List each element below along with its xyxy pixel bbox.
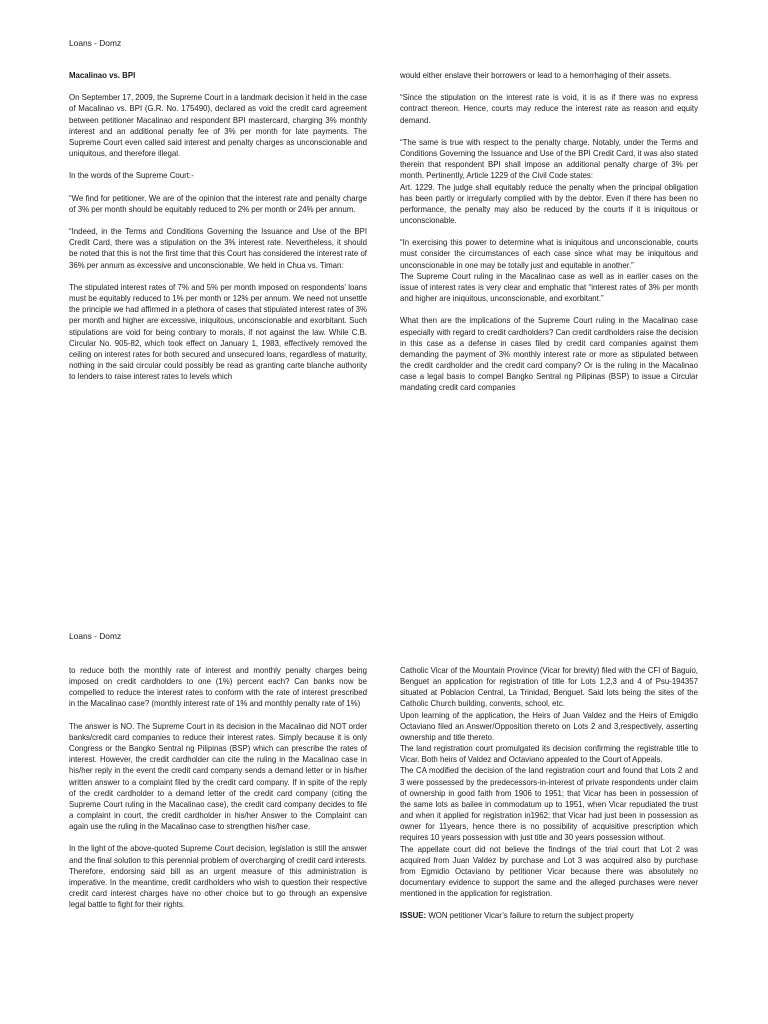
paragraph: The CA modified the decision of the land registration court and found that Lots 2 and 3 were possessed by the predecessors-in-interest of private respondents under claim of ownership in good faith from 1906 to 1951; that Vicar has been in possession of the same lots as bailee in commodatum up to 1951, when Vicar repudiated the trust and when it applied for registration in1962; that Vicar had just been in possession as owner for 11years, hence there is no possibility of acquisitive prescription which requires 10 years possession with just title and 30 years possession without. <box>400 766 698 843</box>
section-title: Macalinao vs. BPI <box>69 71 136 80</box>
document-page-2 <box>0 620 768 1024</box>
page-header: Loans - Domz <box>69 38 122 48</box>
paragraph: “Since the stipulation on the interest rate is void, it is as if there was no express contract thereon. Hence, courts may reduce the interest rate as reason and equity demand. <box>400 93 698 125</box>
paragraph: “The same is true with respect to the penalty charge. Notably, under the Terms and Conditions Governing the Issuance and Use of the BPI Credit Card, it was also stated therein that respondent BPI shall impose an additional penalty charge of 3% per month. Pertinently, Article 1229 of the Civil Code states: <box>400 137 698 181</box>
paragraph: The land registration court promulgated its decision confirming the registrable title to Vicar. Both heirs of Valdez and Octaviano appealed to the Court of Appeals. <box>400 744 698 765</box>
issue-paragraph <box>400 910 698 921</box>
right-column <box>400 665 698 933</box>
paragraph: Upon learning of the application, the Heirs of Juan Valdez and the Heirs of Emigdio Octaviano filed an Answer/Opposition thereto on Lots 2 and 3,respectively, asserting ownership and title thereto. <box>400 710 698 742</box>
paragraph: The answer is NO. The Supreme Court in its decision in the Macalinao did NOT order banks/credit card companies to reduce their interest rates. Simply because it is only Congress or the Bangko Sentral ng Pilipinas (BSP) which can prescribe the rates of interest. However, the credit cardholder can cite the ruling in the Macalinao case in his/her reply in the event the credit card company sends a demand letter or in his/her written answer to a complaint filed by the credit card company. If in spite of the reply of the credit cardholder to a demand letter of the credit card company (citing the Supreme Court ruling in the Macalinao case), the credit card company decides to file a complaint in court, the credit cardholder in his/her Answer to the Complaint can again use the ruling in the Macalinao case to strengthen his/her case. <box>69 721 367 832</box>
paragraph: Catholic Vicar of the Mountain Province (Vicar for brevity) filed with the CFI of Baguio, Benguet an application for registration of title for Lots 1,2,3 and 4 of Psu-194357 situated at Poblacion Central, La Trinidad, Benguet. Said lots being the sites of the Catholic Church building, convents, school, etc. <box>400 666 698 709</box>
paragraph: to reduce both the monthly rate of interest and monthly penalty charges being imposed on credit cardholders to one (1%) percent each? Can banks now be compelled to reduce the interest rates to conform with the rate of interest prescribed in the Macalinao case? (monthly interest rate of 1% and monthly penalty rate of 1%) <box>69 666 367 709</box>
paragraph: would either enslave their borrowers or lead to a hemorrhaging of their assets. <box>400 71 672 80</box>
paragraph: The stipulated interest rates of 7% and 5% per month imposed on respondents’ loans must be equitably reduced to 1% per month or 12% per annum. We need not unsettle the principle we had affirmed in a plethora of cases that stipulated interest rates of 3% per month and higher are excessive, iniquitous, unconscionable and exorbitant. Such stipulations are void for being contrary to morals, if not against the law. While C.B. Circular No. 905-82, which took effect on January 1, 1983, effectively removed the ceiling on interest rates for both secured and unsecured loans, regardless of maturity, nothing in the said circular could possibly be read as granting carte blanche authority to lenders to raise interest rates to levels which <box>69 282 367 382</box>
paragraph: What then are the implications of the Supreme Court ruling in the Macalinao case especially with regard to credit cardholders? Can credit cardholders raise the decision in this case as a defense in cases filed by credit card companies against them demanding the payment of 3% monthly interest rate or more as stipulated between the credit cardholder and the credit card company? Or is the ruling in the Macalinao case a legal basis to compel Bangko Sentral ng Pilipinas (BSP) to issue a Circular mandating credit card companies <box>400 316 698 393</box>
paragraph: In the light of the above-quoted Supreme Court decision, legislation is still the answer and the final solution to this perennial problem of overcharging of credit card interests. Therefore, endorsing said bill as an urgent measure of this administration is imperative. In the meantime, credit cardholders who wish to question their respective credit card interest charges have no other choice but to go through an expensive legal battle to fight for their rights. <box>69 844 367 910</box>
left-column <box>69 665 367 922</box>
paragraph: “Indeed, in the Terms and Conditions Governing the Issuance and Use of the BPI Credit Card, there was a stipulation on the 3% interest rate. Nevertheless, it should be noted that this is not the first time that this Court has considered the interest rate of 36% per annum as excessive and unconscionable. We held in Chua vs. Timan: <box>69 227 367 270</box>
paragraph: In the words of the Supreme Court:- <box>69 171 194 181</box>
issue-text: WON petitioner Vicar’s failure to return the subject property <box>426 911 634 921</box>
paragraph: The appellate court did not believe the findings of the trial court that Lot 2 was acquired from Juan Valdez by purchase and Lot 3 was acquired also by purchase from Egmidio Octaviano by petitioner Vicar because there was absolutely no documentary evidence to support the same and the alleged purchases were never mentioned in the application for registration. <box>400 844 698 899</box>
paragraph: On September 17, 2009, the Supreme Court in a landmark decision it held in the case of Macalinao vs. BPI (G.R. No. 175490), declared as void the credit card agreement between petitioner Macalinao and respondent BPI mastercard, charging 3% monthly interest and an additional penalty fee of 3% per month for late payments. The Supreme Court even called said interest and penalty charges as unconscionable and uniquitous, and therefore illegal. <box>69 93 367 159</box>
issue-label: ISSUE: <box>400 911 427 921</box>
right-column <box>400 70 698 405</box>
page-header: Loans - Domz <box>69 631 122 641</box>
left-column <box>69 70 367 393</box>
paragraph: The Supreme Court ruling in the Macalinao case as well as in earlier cases on the issue of interest rates is very clear and emphatic that “interest rates of 3% per month and higher are iniquitous, unconscionable, and exorbitant.” <box>400 271 698 304</box>
paragraph: “In exercising this power to determine what is iniquitous and unconscionable, courts must consider the circumstances of each case since what may be iniquitous and unconscionable in one may be totally just and equitable in another.” <box>400 238 698 270</box>
paragraph: “We find for petitioner. We are of the opinion that the interest rate and penalty charge of 3% per month should be equitably reduced to 2% per month or 24% per annum. <box>69 193 367 214</box>
paragraph: Art. 1229. The judge shall equitably reduce the penalty when the principal obligation has been partly or irregularly complied with by the debtor. Even if there has been no performance, the penalty may also be reduced by the courts if it is iniquitous or unconscionable. <box>400 182 698 225</box>
